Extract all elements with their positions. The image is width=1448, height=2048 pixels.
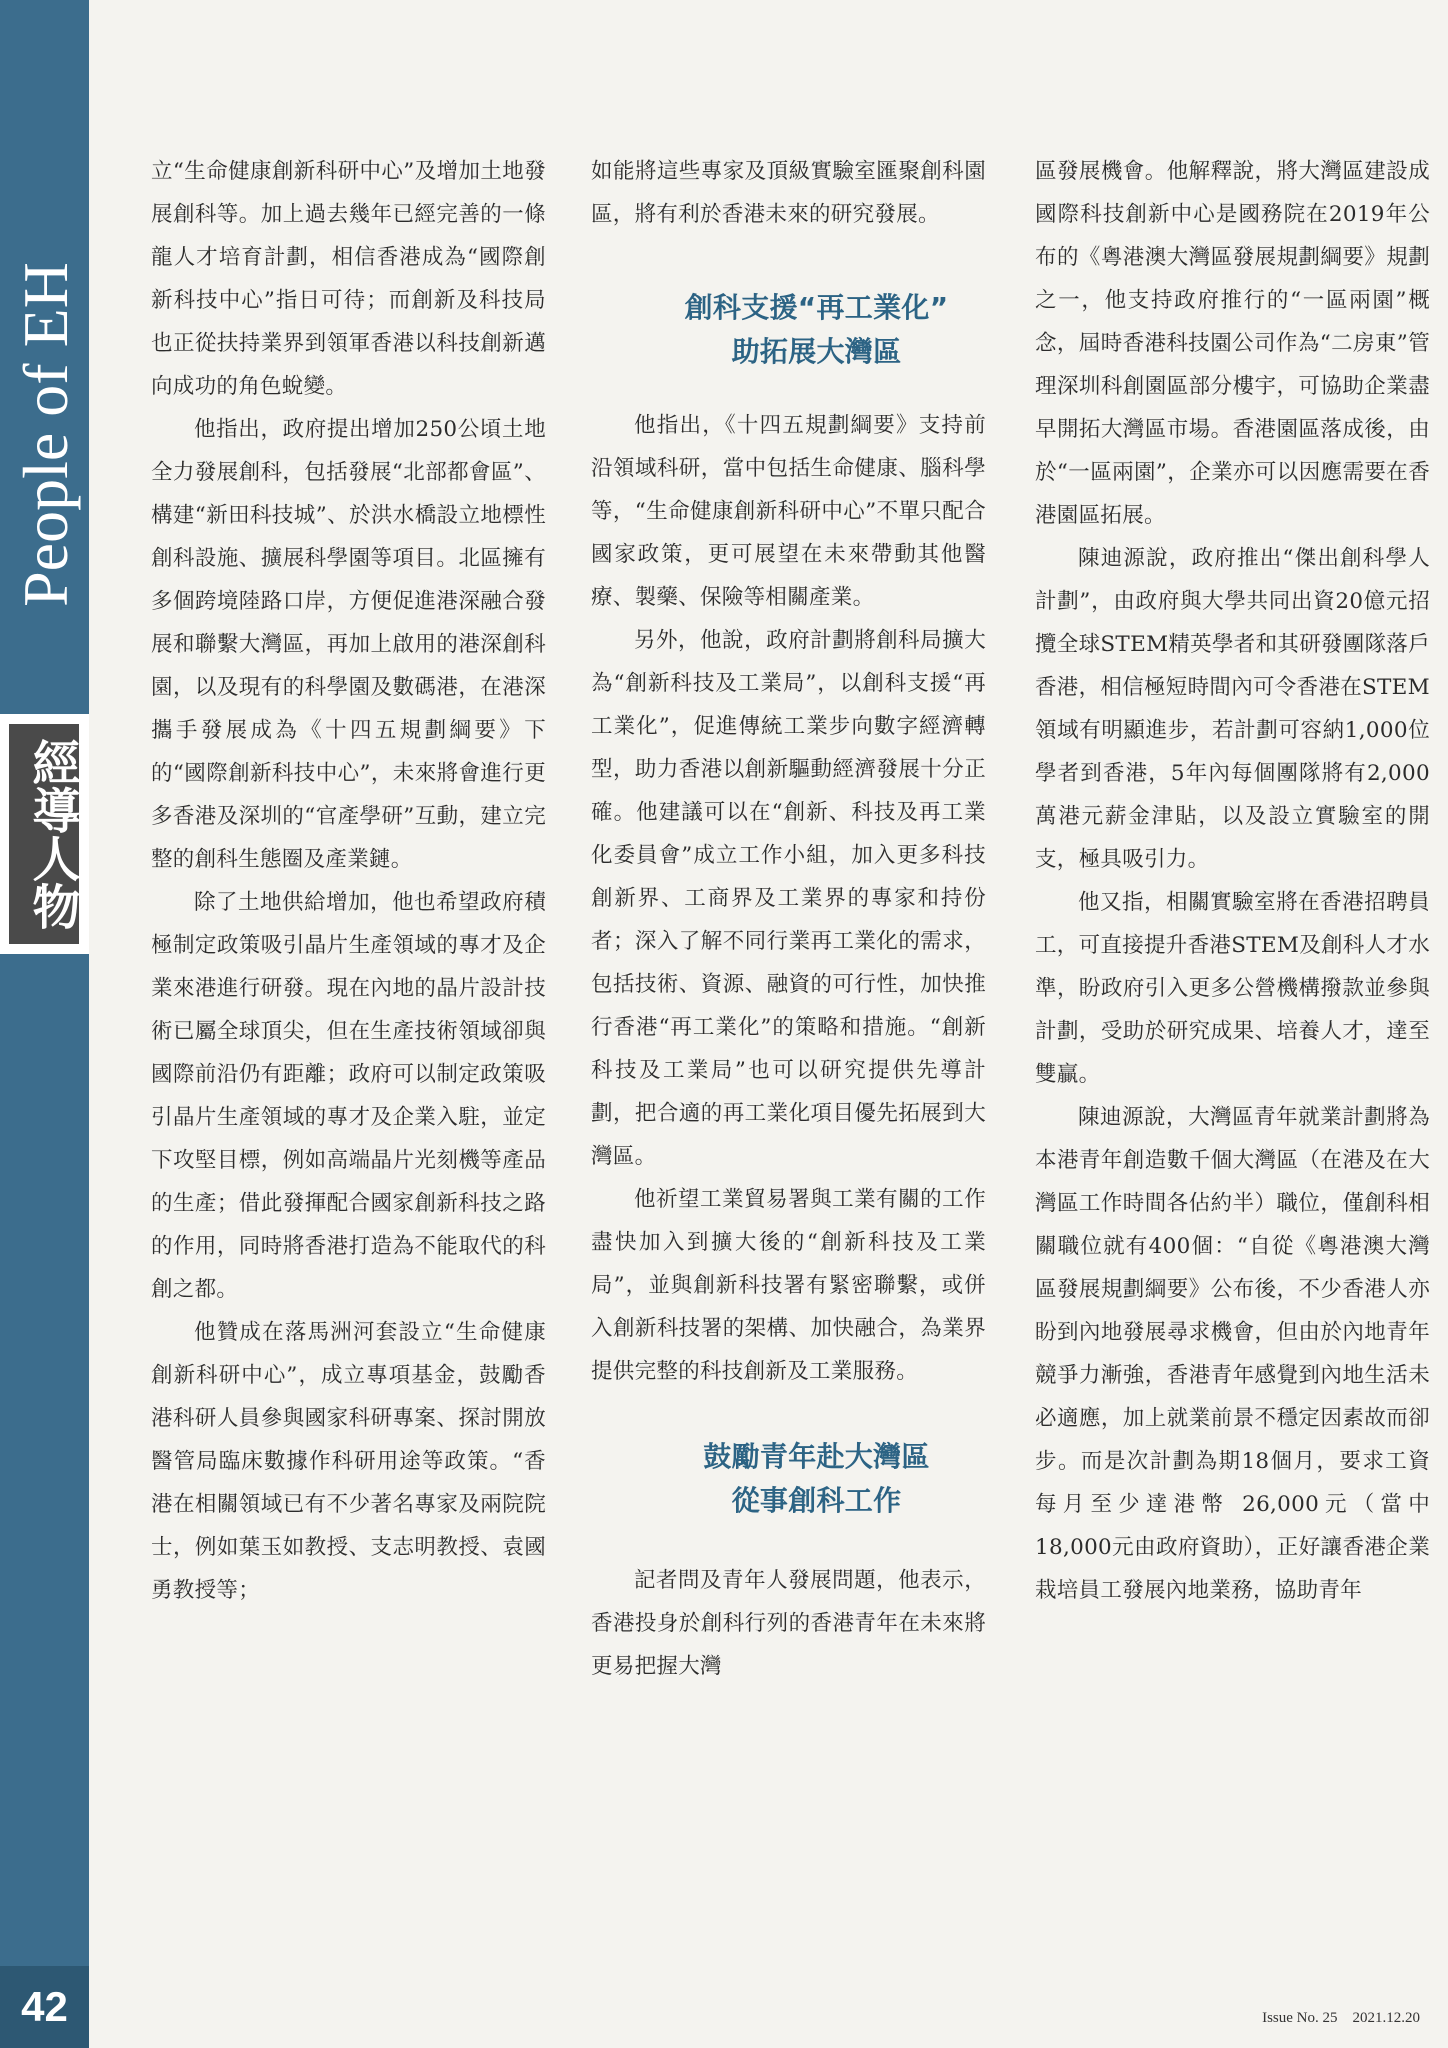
paragraph: 他又指，相關實驗室將在香港招聘員工，可直接提升香港STEM及創科人才水準，盼政府引入更多公營機構撥款並參與計劃，受助於研究成果、培養人才，達至雙贏。 xyxy=(1035,890,1430,1087)
paragraph: 陳迪源說，政府推出“傑出創科學人計劃”，由政府與大學共同出資20億元招攬全球STEM精英學者和其研發團隊落戶香港，相信極短時間內可令香港在STEM領域有明顯進步，若計劃可容納1,000位學者到香港，5年內每個團隊將有2,000萬港元薪金津貼，以及設立實驗室的開支，極具吸引力。 xyxy=(1035,546,1430,872)
paragraph: 除了土地供給增加，他也希望政府積極制定政策吸引晶片生產領域的專才及企業來港進行研發。現在內地的晶片設計技術已屬全球頂尖，但在生產技術領域卻與國際前沿仍有距離；政府可以制定政策吸引晶片生產領域的專才及企業入駐，並定下攻堅目標，例如高端晶片光刻機等產品的生產；借此發揮配合國家創新科技之路的作用，同時將香港打造為不能取代的科創之都。 xyxy=(151,890,546,1302)
issue-date: 2021.12.20 xyxy=(1352,2010,1420,2026)
paragraph: 記者問及青年人發展問題，他表示，香港投身於創科行列的香港青年在未來將更易把握大灣 xyxy=(591,1568,986,1679)
section-label: 經導人物 xyxy=(9,724,79,944)
paragraph: 另外，他說，政府計劃將創科局擴大為“創新科技及工業局”，以創科支援“再工業化”，促進傳統工業步向數字經濟轉型，助力香港以創新驅動經濟發展十分正確。他建議可以在“創新、科技及再工業化委員會”成立工作小組，加入更多科技創新界、工商界及工業界的專家和持份者；深入了解不同行業再工業化的需求，包括技術、資源、融資的可行性，加快推行香港“再工業化”的策略和措施。“創新科技及工業局”也可以研究提供先導計劃，把合適的再工業化項目優先拓展到大灣區。 xyxy=(591,628,986,1169)
magazine-title: People of EH xyxy=(10,262,81,607)
paragraph: 他指出，政府提出增加250公頃土地全力發展創科，包括發展“北部都會區”、構建“新田科技城”、於洪水橋設立地標性創科設施、擴展科學園等項目。北區擁有多個跨境陸路口岸，方便促進港深融合發展和聯繫大灣區，再加上啟用的港深創科園，以及現有的科學園及數碼港，在港深攜手發展成為《十四五規劃綱要》下的“國際創新科技中心”，未來將會進行更多香港及深圳的“官產學研”互動，建立完整的創科生態圈及產業鏈。 xyxy=(151,417,546,872)
issue-number: Issue No. 25 xyxy=(1262,2010,1338,2026)
page-number: 42 xyxy=(0,1966,89,2048)
paragraph: 立“生命健康創新科研中心”及增加土地發展創科等。加上過去幾年已經完善的一條龍人才培育計劃，相信香港成為“國際創新科技中心”指日可待；而創新及科技局也正從扶持業界到領軍香港以科技創新邁向成功的角色蛻變。 xyxy=(151,159,546,399)
paragraph: 區發展機會。他解釋說，將大灣區建設成國際科技創新中心是國務院在2019年公布的《粵港澳大灣區發展規劃綱要》規劃之一，他支持政府推行的“一區兩園”概念，屆時香港科技園公司作為“二房東”管理深圳科創園區部分樓宇，可協助企業盡早開拓大灣區市場。香港園區落成後，由於“一區兩園”，企業亦可以因應需要在香港園區拓展。 xyxy=(1035,159,1430,528)
section-heading-line: 鼓勵青年赴大灣區 xyxy=(703,1440,930,1473)
article-column-2 xyxy=(591,150,986,1688)
section-heading-line: 從事創科工作 xyxy=(731,1484,902,1517)
paragraph: 陳迪源說，大灣區青年就業計劃將為本港青年創造數千個大灣區（在港及在大灣區工作時間各佔約半）職位，僅創科相關職位就有400個：“自從《粵港澳大灣區發展規劃綱要》公布後，不少香港人亦盼到內地發展尋求機會，但由於內地青年競爭力漸強，香港青年感覺到內地生活未必適應，加上就業前景不穩定因素故而卻步。而是次計劃為期18個月，要求工資每月至少達港幣 26,000元（當中18,000元由政府資助），正好讓香港企業栽培員工發展內地業務，協助青年 xyxy=(1035,1105,1430,1603)
paragraph: 他指出，《十四五規劃綱要》支持前沿領域科研，當中包括生命健康、腦科學等，“生命健康創新科研中心”不單只配合國家政策，更可展望在未來帶動其他醫療、製藥、保險等相關產業。 xyxy=(591,413,986,610)
article-column-1 xyxy=(151,150,546,1612)
paragraph: 他祈望工業貿易署與工業有關的工作盡快加入到擴大後的“創新科技及工業局”，並與創新科技署有緊密聯繫，或併入創新科技署的架構、加快融合，為業界提供完整的科技創新及工業服務。 xyxy=(591,1187,986,1384)
section-heading-line: 助拓展大灣區 xyxy=(731,335,902,368)
paragraph: 如能將這些專家及頂級實驗室匯聚創科園區，將有利於香港未來的研究發展。 xyxy=(591,159,986,227)
footer xyxy=(1100,2010,1420,2027)
section-tab xyxy=(0,714,89,954)
sidebar xyxy=(0,0,89,2048)
paragraph: 他贊成在落馬洲河套設立“生命健康創新科研中心”，成立專項基金，鼓勵香港科研人員參與國家科研專案、探討開放醫管局臨床數據作科研用途等政策。“香港在相關領域已有不少著名專家及兩院院士，例如葉玉如教授、支志明教授、袁國勇教授等； xyxy=(151,1320,546,1603)
section-heading-line: 創科支援“再工業化” xyxy=(684,291,949,324)
article-column-3 xyxy=(1035,150,1430,1612)
